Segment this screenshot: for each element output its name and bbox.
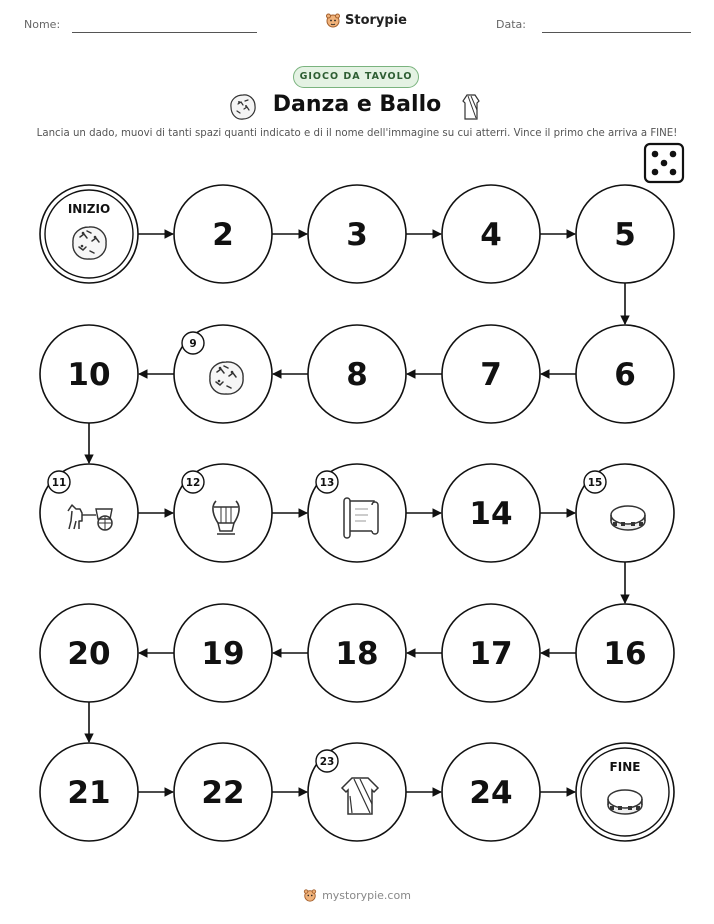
- tambourine-icon: [611, 506, 645, 530]
- name-label: Nome:: [24, 18, 61, 31]
- space-number: 10: [67, 357, 111, 393]
- board-space-24[interactable]: [442, 743, 540, 841]
- space-number: 4: [480, 217, 502, 253]
- footer-url[interactable]: mystorypie.com: [322, 888, 411, 902]
- space-label: INIZIO: [67, 202, 111, 216]
- date-label: Data:: [496, 18, 526, 31]
- board-space-4[interactable]: [442, 185, 540, 283]
- space-number: 21: [67, 775, 111, 811]
- tambourine-icon: [608, 790, 642, 814]
- board-space-3[interactable]: [308, 185, 406, 283]
- board-space-18[interactable]: [308, 604, 406, 702]
- page-title: Danza e Ballo: [272, 92, 442, 117]
- board-space-5[interactable]: [576, 185, 674, 283]
- board-space-13[interactable]: [308, 464, 406, 562]
- space-number: 5: [614, 217, 636, 253]
- toga-icon: [342, 778, 378, 814]
- board-space-21[interactable]: [40, 743, 138, 841]
- board-space-22[interactable]: [174, 743, 272, 841]
- board-space-9[interactable]: [174, 325, 272, 423]
- board-space-19[interactable]: [174, 604, 272, 702]
- board-space-11[interactable]: [40, 464, 138, 562]
- board-space-finish[interactable]: [576, 743, 674, 841]
- space-number: 14: [469, 496, 513, 532]
- space-number: 22: [201, 775, 245, 811]
- space-number: 2: [212, 217, 234, 253]
- space-number: 18: [335, 636, 379, 672]
- space-number: 17: [469, 636, 513, 672]
- board-space-15[interactable]: [576, 464, 674, 562]
- board-space-7[interactable]: [442, 325, 540, 423]
- instructions: Lancia un dado, muovi di tanti spazi quanti indicato e di il nome dell'immagine su cui atterri. Vince il primo che arriva a FINE!: [36, 128, 678, 139]
- dancers-plate-icon: [210, 362, 243, 394]
- board-space-8[interactable]: [308, 325, 406, 423]
- space-number: 16: [603, 636, 647, 672]
- mascot-icon: [303, 888, 317, 902]
- board-space-10[interactable]: [40, 325, 138, 423]
- board-space-23[interactable]: [308, 743, 406, 841]
- space-number: 19: [201, 636, 245, 672]
- category-badge: GIOCO DA TAVOLO: [293, 66, 419, 88]
- board-space-17[interactable]: [442, 604, 540, 702]
- space-number: 6: [614, 357, 636, 393]
- board-space-16[interactable]: [576, 604, 674, 702]
- space-number-badge: 9: [189, 338, 197, 350]
- space-number-badge: 23: [319, 756, 335, 768]
- footer: [0, 888, 714, 902]
- board-space-14[interactable]: [442, 464, 540, 562]
- board-space-start[interactable]: [40, 185, 138, 283]
- board-space-2[interactable]: [174, 185, 272, 283]
- space-number-badge: 11: [51, 477, 67, 489]
- space-number-badge: 12: [185, 477, 201, 489]
- space-number: 8: [346, 357, 368, 393]
- space-number-badge: 13: [319, 477, 335, 489]
- space-number-badge: 15: [587, 477, 603, 489]
- dancers-plate-icon: [73, 227, 106, 259]
- space-label: FINE: [609, 760, 641, 774]
- board-space-12[interactable]: [174, 464, 272, 562]
- board-space-6[interactable]: [576, 325, 674, 423]
- space-number: 20: [67, 636, 111, 672]
- space-number: 24: [469, 775, 513, 811]
- board-space-20[interactable]: [40, 604, 138, 702]
- space-number: 7: [480, 357, 502, 393]
- brand-name: Storypie: [345, 12, 407, 28]
- space-number: 3: [346, 217, 368, 253]
